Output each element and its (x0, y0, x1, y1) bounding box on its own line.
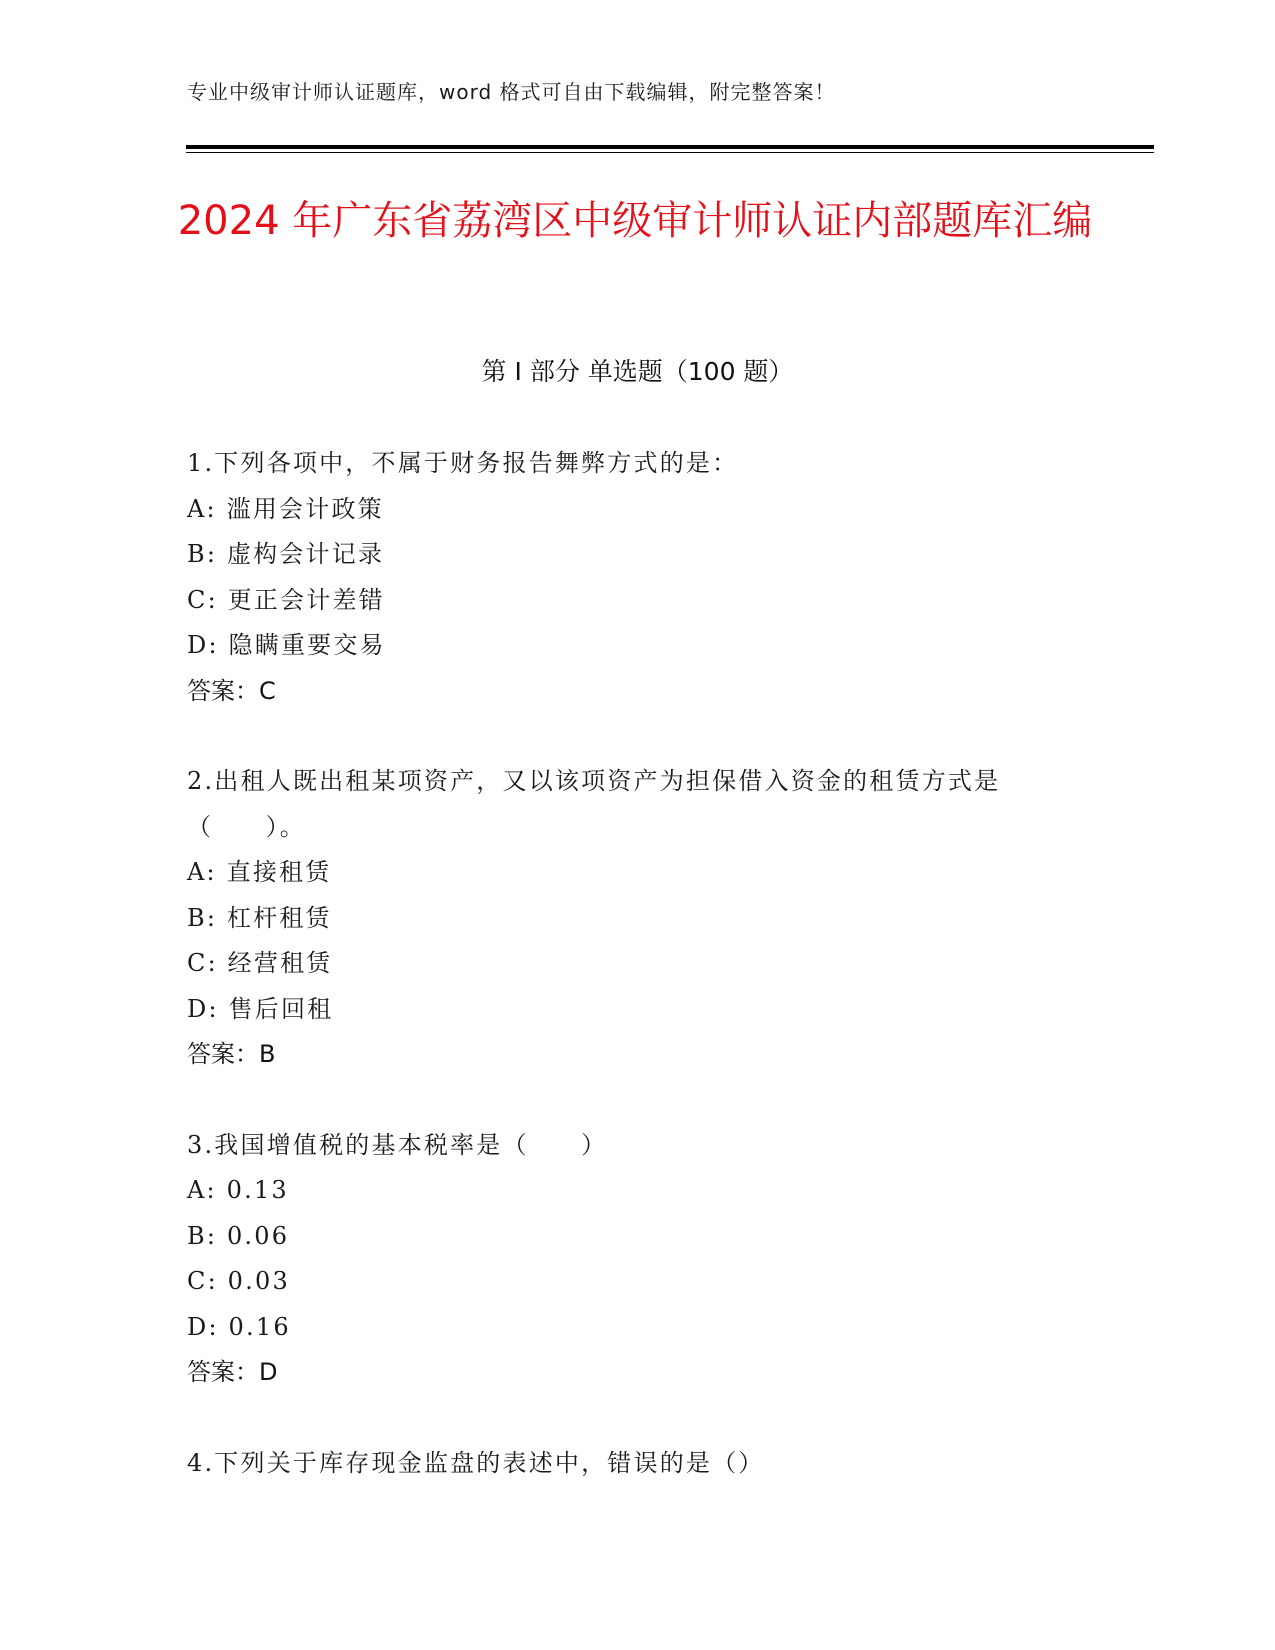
option-d: D: 售后回租 (187, 994, 334, 1023)
header-note: 专业中级审计师认证题库，word 格式可自由下载编辑，附完整答案！ (187, 80, 836, 104)
option-b: B: 杠杆租赁 (187, 903, 332, 932)
question-text: 2.出租人既出租某项资产，又以该项资产为担保借入资金的租赁方式是（ ）。 (187, 767, 1001, 841)
option-a: A: 直接租赁 (187, 858, 332, 886)
option-c: C: 经营租赁 (187, 949, 333, 977)
header-divider-thin (186, 152, 1154, 153)
question-3 (187, 1123, 1087, 1396)
question-2 (187, 759, 1087, 1078)
option-a: A: 滥用会计政策 (187, 494, 384, 523)
section-title: 第 I 部分 单选题（100 题） (481, 357, 794, 386)
question-text: 3.我国增值税的基本税率是（ ） (187, 1130, 608, 1159)
answer: 答案：C (187, 676, 276, 705)
option-c: C: 更正会计差错 (187, 585, 385, 614)
header-divider (186, 145, 1154, 149)
answer: 答案：D (187, 1358, 278, 1386)
question-list (187, 441, 1087, 1486)
document-title: 2024 年广东省荔湾区中级审计师认证内部题库汇编 (177, 198, 1093, 244)
option-b: B: 0.06 (187, 1221, 290, 1250)
question-text: 1.下列各项中，不属于财务报告舞弊方式的是： (187, 449, 739, 477)
question-4 (187, 1441, 1087, 1487)
answer: 答案：B (187, 1040, 276, 1068)
option-d: D: 0.16 (187, 1312, 291, 1341)
question-text: 4.下列关于库存现金监盘的表述中，错误的是（） (187, 1448, 765, 1477)
option-b: B: 虚构会计记录 (187, 540, 385, 568)
option-c: C: 0.03 (187, 1267, 290, 1295)
question-1 (187, 441, 1087, 714)
option-a: A: 0.13 (187, 1176, 289, 1204)
option-d: D: 隐瞒重要交易 (187, 631, 386, 659)
